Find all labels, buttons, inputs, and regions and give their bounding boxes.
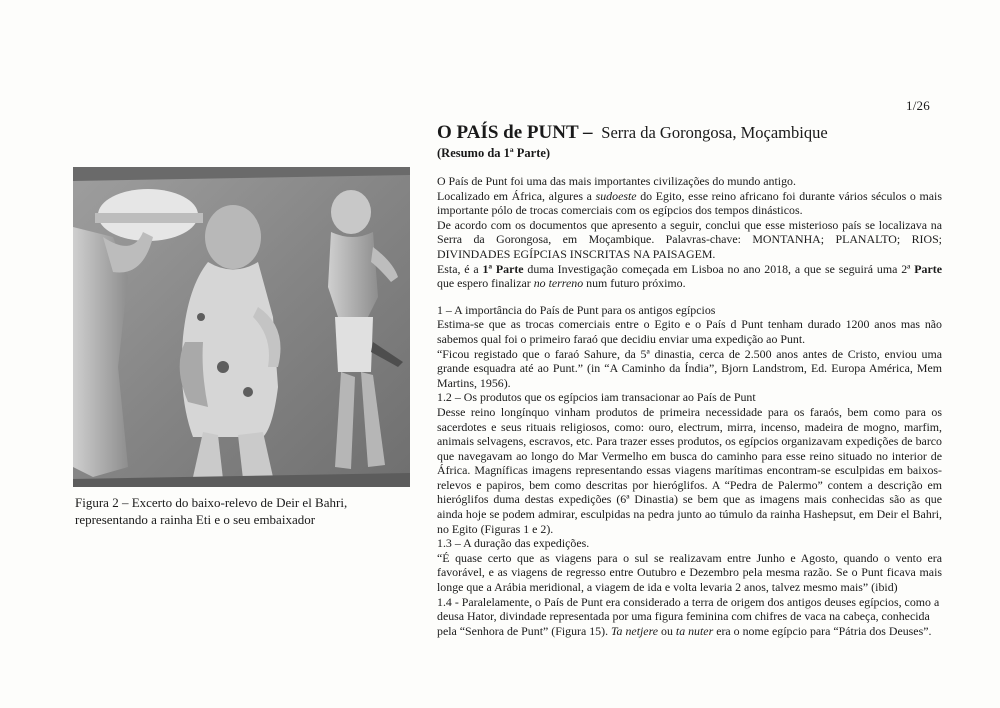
caption-line-1: Figura 2 – Excerto do baixo-relevo de Deir el Bahri, <box>75 495 348 510</box>
section-1-2-paragraph: Desse reino longínquo vinham produtos de primeira necessidade para os faraós, bem como para os sacerdotes e seus rituais religiosos, como: ouro, electrum, mirra, incenso, madeira de mogno, marfim, animais selvagens, escravos, etc. Para trazer esses produtos, os egípcios organizavam expedições de barco que navegavam ao longo do Mar Vermelho em busca do caminho para esse reino situado no interior de África. Magníficas imagens representando essas viagens marítimas encontram-se esculpidas em baixos-relevos e papiros, bem como descritas por hieróglifos. A “Pedra de Palermo” contem a descrição em hieróglifos duma destas expedições (6ª Dinastia) se bem que as imagens mais conhecidas são as que ainda hoje se podem admirar, esculpidas na pedra junto ao túmulo da rainha Hashepsut, em Deir el Bahri, no Egito (Figuras 1 e 2). <box>437 404 942 536</box>
section-1-4-paragraph <box>437 595 942 639</box>
page-number: 1/26 <box>906 98 930 113</box>
relief-figure <box>73 167 410 487</box>
document-subtitle: (Resumo da 1ª Parte) <box>437 146 551 160</box>
intro-p4-text-4: num futuro próximo. <box>583 276 686 291</box>
section-1-3-heading: 1.3 – A duração das expedições. <box>437 536 590 551</box>
section-1-4-text: 1.4 - Paralelamente, o País de Punt era considerado a terra de origem dos antigos deuses egípcios, como a deusa Hator, divindade representada por uma figura feminina com chifres de vaca na cabeça, conhecida pela “Senhora de Punt” (Figura 15). <box>437 594 940 638</box>
intro-p4-emphasis: no terreno <box>533 276 584 291</box>
title-sub: Serra da Gorongosa, Moçambique <box>601 123 828 142</box>
title-main: O PAÍS de PUNT <box>437 122 579 143</box>
intro-paragraph-3: De acordo com os documentos que apresento a seguir, conclui que esse misterioso país se localizava na Serra da Gorongosa, em Moçambique. Palavras-chave: MONTANHA; PLANALTO; RIOS; DIVINDADES EGÍPCIAS INSCRITAS NA PAISAGEM. <box>437 217 942 261</box>
intro-p2-emphasis: sudoeste <box>595 188 637 203</box>
intro-p4-text: Esta, é a <box>437 261 483 276</box>
intro-p4-bold-1: 1ª Parte <box>482 261 524 276</box>
intro-p2-text: Localizado em África, algures a <box>437 188 596 203</box>
section-1-4-text-2: ou <box>658 623 676 638</box>
intro-p4-text-2: duma Investigação começada em Lisboa no ano 2018, a que se seguirá uma 2ª <box>523 261 915 276</box>
title-separator: – <box>578 122 598 143</box>
section-1-heading: 1 – A importância do País de Punt para os antigos egípcios <box>437 302 716 317</box>
caption-line-2: representando a rainha Eti e o seu embaixador <box>75 512 316 527</box>
section-1-4-text-3: era o nome egípcio para “Pátria dos Deuses”. <box>713 623 932 638</box>
intro-p4-bold-2: Parte <box>914 261 942 276</box>
intro-p4-text-3: que espero finalizar <box>437 276 534 291</box>
document-body <box>437 174 942 638</box>
intro-paragraph-1: O País de Punt foi uma das mais importantes civilizações do mundo antigo. <box>437 174 796 188</box>
intro-paragraph-2 <box>437 189 942 218</box>
section-1-3-paragraph: “É quase certo que as viagens para o sul se realizavam entre Junho e Agosto, quando o vento era favorável, e as viagens de regresso entre Outubro e Dezembro pela mesma razão. Se o Punt ficava mais longe que a Arábia meridional, a viagem de ida e volta levaria 2 anos, talvez mesmo mais” (ibid) <box>437 550 942 595</box>
section-1-2-heading: 1.2 – Os produtos que os egípcios iam transacionar ao País de Punt <box>437 390 756 405</box>
figure-caption <box>75 494 415 528</box>
section-1-paragraph-1: Estima-se que as trocas comerciais entre o Egito e o País d Punt tenham durado 1200 anos mas não sabemos qual foi o primeiro faraó que decidiu enviar uma expedição ao Punt. <box>437 317 942 346</box>
section-1-4-emphasis-1: Ta netjere <box>611 623 659 638</box>
intro-paragraph-4 <box>437 262 942 291</box>
document-title <box>437 122 828 144</box>
section-1-4-emphasis-2: ta nuter <box>675 623 714 638</box>
intro-p2-text-end: do Egito, esse reino africano foi durante vários séculos o mais importante pólo de trocas comerciais com os egípcios dos tempos dinásticos. <box>437 188 942 218</box>
section-1-paragraph-2: “Ficou registado que o faraó Sahure, da 5ª dinastia, cerca de 2.500 anos antes de Cristo, enviou uma grande esquadra até ao Punt.” (in “A Caminho da Índia”, Bjorn Landstrom, Ed. Europa América, Mem Martins, 1956). <box>437 346 942 390</box>
